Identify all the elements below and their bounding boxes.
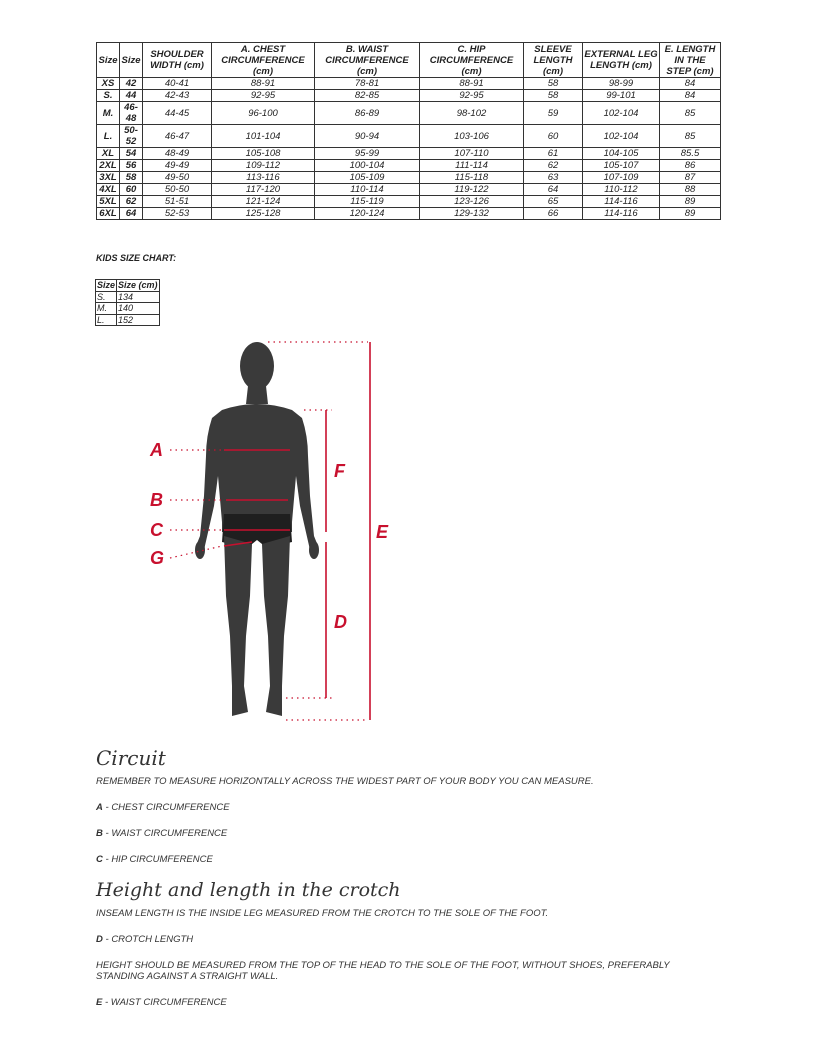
col-header: Size [97, 280, 116, 290]
table-cell: 46-48 [120, 102, 143, 125]
table-cell: 62 [524, 160, 583, 172]
table-cell: 86 [660, 160, 721, 172]
table-cell: 62 [120, 196, 143, 208]
label-e: E [376, 522, 389, 542]
table-cell: 88-91 [212, 78, 315, 90]
table-cell: 59 [524, 102, 583, 125]
label-d: D [334, 612, 347, 632]
circuit-item-c [96, 854, 213, 865]
col-header: Size [97, 43, 120, 78]
table-cell: 56 [120, 160, 143, 172]
item-text: - WAIST CIRCUMFERENCE [102, 997, 227, 1008]
height-item-e [96, 997, 227, 1008]
table-row [96, 314, 160, 326]
item-key: C [96, 854, 103, 865]
table-row [96, 303, 160, 315]
table-cell: 95-99 [315, 148, 420, 160]
table-row [97, 78, 721, 90]
kids-size-chart-title: KIDS SIZE CHART: [96, 253, 177, 263]
table-cell: 66 [524, 208, 583, 220]
table-cell: 103-106 [420, 125, 524, 148]
table-cell: 58 [524, 90, 583, 102]
table-row [97, 90, 721, 102]
table-cell: 115-119 [315, 196, 420, 208]
table-cell: 89 [660, 196, 721, 208]
table-cell: 105-109 [315, 172, 420, 184]
item-text: - WAIST CIRCUMFERENCE [102, 828, 228, 839]
table-cell: 50-50 [143, 184, 212, 196]
table-cell: S. [96, 291, 117, 303]
table-cell: 52-53 [143, 208, 212, 220]
table-cell: 2XL [97, 160, 120, 172]
table-row [97, 125, 721, 148]
item-text: - HIP CIRCUMFERENCE [102, 854, 213, 865]
col-header: B. WAIST CIRCUMFERENCE (cm) [315, 43, 420, 78]
table-cell: 88 [660, 184, 721, 196]
table-cell: 60 [120, 184, 143, 196]
table-cell: 114-116 [583, 196, 660, 208]
table-cell: M. [97, 102, 120, 125]
table-cell: 48-49 [143, 148, 212, 160]
table-cell: 111-114 [420, 160, 524, 172]
kids-table-header [96, 280, 160, 292]
table-cell: 49-49 [143, 160, 212, 172]
table-cell: 85.5 [660, 148, 721, 160]
table-cell: 110-112 [583, 184, 660, 196]
table-cell: 58 [120, 172, 143, 184]
table-row [97, 208, 721, 220]
col-header: EXTERNAL LEG LENGTH (cm) [583, 43, 660, 78]
col-header: E. LENGTH IN THE STEP (cm) [660, 43, 721, 78]
label-c: C [150, 520, 163, 540]
table-cell: 134 [117, 291, 160, 303]
table-cell: 42 [120, 78, 143, 90]
table-cell: 92-95 [212, 90, 315, 102]
table-cell: 64 [120, 208, 143, 220]
table-cell: 123-126 [420, 196, 524, 208]
label-f: F [334, 461, 345, 481]
table-cell: 102-104 [583, 102, 660, 125]
table-cell: 100-104 [315, 160, 420, 172]
table-cell: 61 [524, 148, 583, 160]
height-item-d [96, 934, 193, 945]
table-cell: 89 [660, 208, 721, 220]
table-cell: 105-108 [212, 148, 315, 160]
height-title: Height and length in the crotch [96, 879, 401, 901]
table-cell: XL [97, 148, 120, 160]
table-cell: 117-120 [212, 184, 315, 196]
item-text: - CHEST CIRCUMFERENCE [102, 802, 230, 813]
height-note: INSEAM LENGTH IS THE INSIDE LEG MEASURED FROM THE CROTCH TO THE SOLE OF THE FOOT. [96, 908, 549, 919]
label-a: A [150, 440, 163, 460]
table-row [97, 172, 721, 184]
col-header: A. CHEST CIRCUMFERENCE (cm) [212, 43, 315, 78]
table-cell: 65 [524, 196, 583, 208]
table-cell: M. [96, 303, 117, 315]
label-g: G [150, 548, 165, 568]
table-cell: 101-104 [212, 125, 315, 148]
table-cell: 44-45 [143, 102, 212, 125]
body-measurement-figure [140, 336, 400, 726]
table-cell: 107-110 [420, 148, 524, 160]
table-cell: 109-112 [212, 160, 315, 172]
table-row [97, 148, 721, 160]
item-key: E [96, 997, 103, 1008]
circuit-note: REMEMBER TO MEASURE HORIZONTALLY ACROSS THE WIDEST PART OF YOUR BODY YOU CAN MEASURE. [96, 776, 594, 787]
col-header: Size (cm) [118, 280, 158, 290]
table-cell: 85 [660, 125, 721, 148]
col-header: SLEEVE LENGTH (cm) [524, 43, 583, 78]
table-cell: 98-102 [420, 102, 524, 125]
table-cell: 44 [120, 90, 143, 102]
table-cell: 119-122 [420, 184, 524, 196]
table-cell: 87 [660, 172, 721, 184]
table-cell: 129-132 [420, 208, 524, 220]
table-cell: 49-50 [143, 172, 212, 184]
table-row [97, 184, 721, 196]
col-header: C. HIP CIRCUMFERENCE (cm) [420, 43, 524, 78]
table-cell: L. [96, 314, 117, 326]
table-cell: 114-116 [583, 208, 660, 220]
table-cell: 99-101 [583, 90, 660, 102]
table-cell: 125-128 [212, 208, 315, 220]
table-row [96, 291, 160, 303]
table-row [97, 102, 721, 125]
table-cell: 115-118 [420, 172, 524, 184]
table-cell: 64 [524, 184, 583, 196]
table-cell: S. [97, 90, 120, 102]
table-cell: 42-43 [143, 90, 212, 102]
table-cell: 82-85 [315, 90, 420, 102]
table-cell: 46-47 [143, 125, 212, 148]
height-note-2: HEIGHT SHOULD BE MEASURED FROM THE TOP OF THE HEAD TO THE SOLE OF THE FOOT, WITHOUT SHOES, PREFERABLY STANDING AGAINST A STRAIGHT WALL. [96, 960, 670, 982]
table-cell: 110-114 [315, 184, 420, 196]
table-cell: 63 [524, 172, 583, 184]
table-cell: 58 [524, 78, 583, 90]
table-cell: 90-94 [315, 125, 420, 148]
table-cell: L. [97, 125, 120, 148]
table-cell: 121-124 [212, 196, 315, 208]
table-cell: 84 [660, 78, 721, 90]
table-cell: 140 [117, 303, 160, 315]
item-key: B [96, 828, 103, 839]
col-header: SHOULDER WIDTH (cm) [143, 43, 212, 78]
table-cell: 120-124 [315, 208, 420, 220]
table-cell: 96-100 [212, 102, 315, 125]
table-cell: 85 [660, 102, 721, 125]
table-cell: 152 [117, 314, 160, 326]
circuit-title: Circuit [96, 746, 166, 770]
circuit-item-a [96, 802, 230, 813]
table-cell: 4XL [97, 184, 120, 196]
table-row [97, 196, 721, 208]
circuit-item-b [96, 828, 227, 839]
table-cell: 78-81 [315, 78, 420, 90]
table-cell: 40-41 [143, 78, 212, 90]
table-cell: 5XL [97, 196, 120, 208]
human-silhouette [195, 342, 319, 716]
table-cell: 54 [120, 148, 143, 160]
table-cell: 51-51 [143, 196, 212, 208]
table-cell: 88-91 [420, 78, 524, 90]
table-cell: 98-99 [583, 78, 660, 90]
table-cell: 102-104 [583, 125, 660, 148]
table-cell: 84 [660, 90, 721, 102]
table-cell: 107-109 [583, 172, 660, 184]
table-cell: XS [97, 78, 120, 90]
label-b: B [150, 490, 163, 510]
col-header: Size [120, 43, 143, 78]
table-cell: 50-52 [120, 125, 143, 148]
item-key: D [96, 934, 103, 945]
size-chart-table [96, 42, 721, 220]
item-key: A [96, 802, 103, 813]
size-table-header [97, 43, 721, 78]
table-cell: 113-116 [212, 172, 315, 184]
table-cell: 6XL [97, 208, 120, 220]
table-cell: 3XL [97, 172, 120, 184]
table-cell: 105-107 [583, 160, 660, 172]
table-cell: 60 [524, 125, 583, 148]
kids-size-table [95, 279, 160, 326]
item-text: - CROTCH LENGTH [102, 934, 194, 945]
table-cell: 86-89 [315, 102, 420, 125]
table-row [97, 160, 721, 172]
table-cell: 92-95 [420, 90, 524, 102]
table-cell: 104-105 [583, 148, 660, 160]
